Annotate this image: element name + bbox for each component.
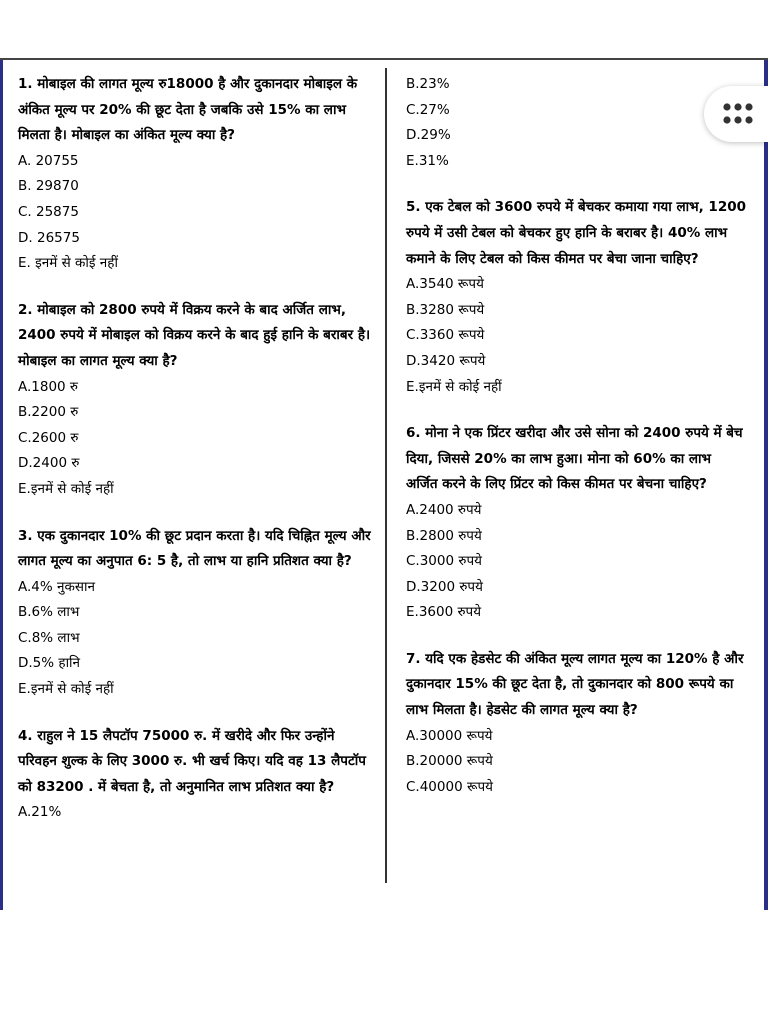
question-1 xyxy=(18,72,376,277)
question-2 xyxy=(18,298,376,503)
option: C.8% लाभ xyxy=(18,629,80,646)
question-4 xyxy=(18,724,376,826)
question-4-continued xyxy=(406,72,746,174)
option: E.3600 रुपये xyxy=(406,604,482,621)
top-border-line xyxy=(0,58,768,60)
option: A.21% xyxy=(18,804,62,821)
option: E. इनमें से कोई नहीं xyxy=(18,255,118,272)
option: B.20000 रूपये xyxy=(406,753,493,770)
option: A.4% नुकसान xyxy=(18,578,95,595)
option: C.27% xyxy=(406,101,450,118)
option: D.3420 रूपये xyxy=(406,352,486,369)
option: C.3000 रुपये xyxy=(406,553,482,570)
question-5 xyxy=(406,195,746,400)
option: A.2400 रुपये xyxy=(406,501,482,518)
option: E.इनमें से कोई नहीं xyxy=(18,480,114,497)
more-options-button[interactable] xyxy=(704,86,768,142)
option: B.23% xyxy=(406,76,450,92)
question-7 xyxy=(406,647,746,801)
question-text: 6. मोना ने एक प्रिंटर खरीदा और उसे सोना को 2400 रुपये में बेच दिया, जिससे 20% का लाभ हुआ। मोना को 60% का लाभ अर्जित करने के लिए प्रिंटर को किस कीमत पर बेचना चाहिए? xyxy=(406,425,743,493)
column-divider xyxy=(385,68,387,883)
option: C.2600 रु xyxy=(18,429,79,446)
option: D.29% xyxy=(406,127,451,144)
option: A.30000 रूपये xyxy=(406,727,493,744)
option: C.40000 रूपये xyxy=(406,778,493,795)
right-edge-bar xyxy=(764,60,768,910)
option: E.31% xyxy=(406,152,449,169)
option: E.इनमें से कोई नहीं xyxy=(406,378,502,395)
question-6 xyxy=(406,421,746,626)
option: A.1800 रु xyxy=(18,378,79,395)
left-edge-bar xyxy=(0,60,3,910)
option: E.इनमें से कोई नहीं xyxy=(18,681,114,698)
option: B.6% लाभ xyxy=(18,604,80,621)
option: B. 29870 xyxy=(18,178,79,195)
left-column xyxy=(18,72,376,826)
option: A.3540 रूपये xyxy=(406,276,484,293)
option: B.2200 रु xyxy=(18,404,79,421)
option: D.2400 रु xyxy=(18,455,80,472)
question-text: 2. मोबाइल को 2800 रुपये में विक्रय करने के बाद अर्जित लाभ, 2400 रुपये में मोबाइल को विक्रय करने के बाद हुई हानि के बराबर है। मोबाइल का लागत मूल्य क्या है? xyxy=(18,301,371,369)
option: C. 25875 xyxy=(18,203,79,220)
question-text: 4. राहुल ने 15 लैपटॉप 75000 रु. में खरीदे और फिर उन्होंने परिवहन शुल्क के लिए 3000 रु. भी खर्च किए। यदि वह 13 लैपटॉप को 83200 . में बेचता है, तो अनुमानित लाभ प्रतिशत क्या है? xyxy=(18,727,366,795)
question-text: 5. एक टेबल को 3600 रुपये में बेचकर कमाया गया लाभ, 1200 रुपये में उसी टेबल को बेचकर हुए हानि के बराबर है। 40% लाभ कमाने के लिए टेबल को किस कीमत पर बेचा जाना चाहिए? xyxy=(406,199,747,267)
question-3 xyxy=(18,524,376,703)
question-text: 7. यदि एक हेडसेट की अंकित मूल्य लागत मूल्य का 120% है और दुकानदार 15% की छूट देता है, तो दुकानदार को 800 रूपये का लाभ मिलता है। हेडसेट की लागत मूल्य क्या है? xyxy=(406,650,744,719)
question-text: 1. मोबाइल की लागत मूल्य रु18000 है और दुकानदार मोबाइल के अंकित मूल्य पर 20% की छूट देता है जबकि उसे 15% का लाभ मिलता है। मोबाइल का अंकित मूल्य क्या है? xyxy=(18,76,358,144)
option: A. 20755 xyxy=(18,152,79,169)
option: D. 26575 xyxy=(18,229,80,246)
right-column xyxy=(406,72,746,800)
more-options-icon xyxy=(722,102,754,126)
question-text: 3. एक दुकानदार 10% की छूट प्रदान करता है। यदि चिह्नित मूल्य और लागत मूल्य का अनुपात 6: 5 है, तो लाभ या हानि प्रतिशत क्या है? xyxy=(18,527,371,570)
option: D.3200 रुपये xyxy=(406,578,483,595)
option: B.3280 रूपये xyxy=(406,301,485,318)
option: D.5% हानि xyxy=(18,655,81,672)
option: B.2800 रुपये xyxy=(406,527,482,544)
option: C.3360 रूपये xyxy=(406,327,485,344)
